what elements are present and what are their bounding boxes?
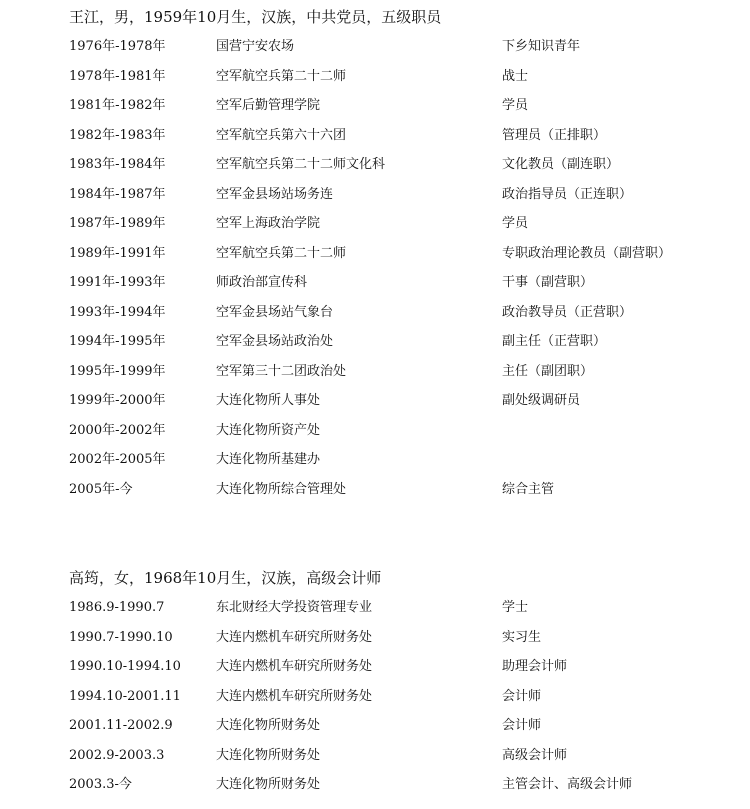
timeline-row	[0, 449, 750, 479]
role: 管理员（正排职）	[502, 127, 607, 143]
role: 副处级调研员	[502, 393, 581, 408]
place: 师政治部宣传科	[216, 275, 308, 290]
place: 大连内燃机车研究所财务处	[216, 659, 373, 674]
role: 助理会计师	[502, 659, 568, 674]
period: 1982年-1983年	[69, 127, 166, 143]
timeline-row	[0, 745, 750, 775]
period: 1999年-2000年	[69, 393, 166, 408]
period: 1994.10-2001.11	[69, 688, 181, 704]
place: 大连化物所基建办	[216, 452, 321, 467]
place: 空军第三十二团政治处	[216, 363, 347, 379]
timeline-row	[0, 331, 750, 361]
place: 空军航空兵第二十二师	[216, 245, 347, 261]
timeline-row	[0, 272, 750, 302]
role: 会计师	[502, 718, 542, 733]
timeline-row	[0, 36, 750, 66]
period: 1990.7-1990.10	[69, 629, 173, 645]
period: 2002年-2005年	[69, 452, 166, 467]
timeline-row	[0, 125, 750, 155]
role: 下乡知识青年	[502, 39, 581, 54]
place: 空军金县场站气象台	[216, 304, 334, 320]
role: 学员	[502, 98, 529, 113]
period: 1981年-1982年	[69, 98, 166, 113]
role: 副主任（正营职）	[502, 334, 607, 349]
role: 干事（副营职）	[502, 275, 594, 290]
role: 政治教导员（正营职）	[502, 304, 633, 320]
role: 主管会计、高级会计师	[502, 777, 633, 792]
period: 2005年-今	[69, 481, 133, 497]
place: 大连化物所资产处	[216, 422, 321, 438]
role: 主任（副团职）	[502, 363, 594, 379]
place: 空军金县场站政治处	[216, 334, 334, 349]
role: 高级会计师	[502, 747, 568, 763]
place: 大连化物所财务处	[216, 747, 321, 763]
role: 学士	[502, 600, 529, 615]
role: 综合主管	[502, 481, 555, 497]
timeline-row	[0, 184, 750, 214]
place: 空军航空兵第六十六团	[216, 127, 347, 143]
timeline-row	[0, 479, 750, 509]
place: 东北财经大学投资管理专业	[216, 600, 373, 615]
period: 1976年-1978年	[69, 39, 166, 54]
role: 实习生	[502, 629, 542, 645]
place: 大连化物所人事处	[216, 393, 321, 408]
period: 1991年-1993年	[69, 275, 166, 290]
place: 国营宁安农场	[216, 39, 295, 54]
career-timeline	[0, 597, 750, 804]
timeline-row	[0, 243, 750, 273]
timeline-row	[0, 420, 750, 450]
timeline-row	[0, 597, 750, 627]
place: 空军航空兵第二十二师	[216, 68, 347, 84]
role: 学员	[502, 216, 529, 231]
timeline-row	[0, 361, 750, 391]
period: 2003.3-今	[69, 777, 132, 792]
timeline-row	[0, 213, 750, 243]
timeline-row	[0, 95, 750, 125]
timeline-row	[0, 302, 750, 332]
period: 1990.10-1994.10	[69, 659, 181, 674]
period: 1984年-1987年	[69, 186, 166, 202]
timeline-row	[0, 390, 750, 420]
place: 空军金县场站场务连	[216, 186, 334, 202]
period: 1986.9-1990.7	[69, 600, 165, 615]
period: 2000年-2002年	[69, 422, 166, 438]
period: 2001.11-2002.9	[69, 718, 173, 733]
role: 会计师	[502, 688, 542, 704]
role: 政治指导员（正连职）	[502, 186, 633, 202]
period: 1993年-1994年	[69, 304, 166, 320]
place: 大连化物所财务处	[216, 777, 321, 792]
place: 大连内燃机车研究所财务处	[216, 629, 373, 645]
period: 1989年-1991年	[69, 245, 166, 261]
period: 1987年-1989年	[69, 216, 166, 231]
place: 大连内燃机车研究所财务处	[216, 688, 373, 704]
period: 1978年-1981年	[69, 68, 166, 84]
person-header: 高筠，女，1968年10月生，汉族，高级会计师	[69, 569, 382, 587]
period: 2002.9-2003.3	[69, 747, 165, 763]
place: 空军上海政治学院	[216, 216, 321, 231]
place: 大连化物所财务处	[216, 718, 321, 733]
period: 1995年-1999年	[69, 363, 166, 379]
timeline-row	[0, 715, 750, 745]
place: 空军后勤管理学院	[216, 98, 321, 113]
period: 1994年-1995年	[69, 334, 166, 349]
career-timeline	[0, 36, 750, 508]
timeline-row	[0, 627, 750, 657]
role: 文化教员（副连职）	[502, 157, 620, 172]
period: 1983年-1984年	[69, 157, 166, 172]
timeline-row	[0, 774, 750, 804]
timeline-row	[0, 66, 750, 96]
place: 空军航空兵第二十二师文化科	[216, 157, 386, 172]
role: 战士	[502, 68, 529, 84]
timeline-row	[0, 686, 750, 716]
place: 大连化物所综合管理处	[216, 481, 347, 497]
timeline-row	[0, 656, 750, 686]
timeline-row	[0, 154, 750, 184]
role: 专职政治理论教员（副营职）	[502, 245, 672, 261]
person-header: 王江，男，1959年10月生，汉族，中共党员，五级职员	[69, 8, 442, 26]
